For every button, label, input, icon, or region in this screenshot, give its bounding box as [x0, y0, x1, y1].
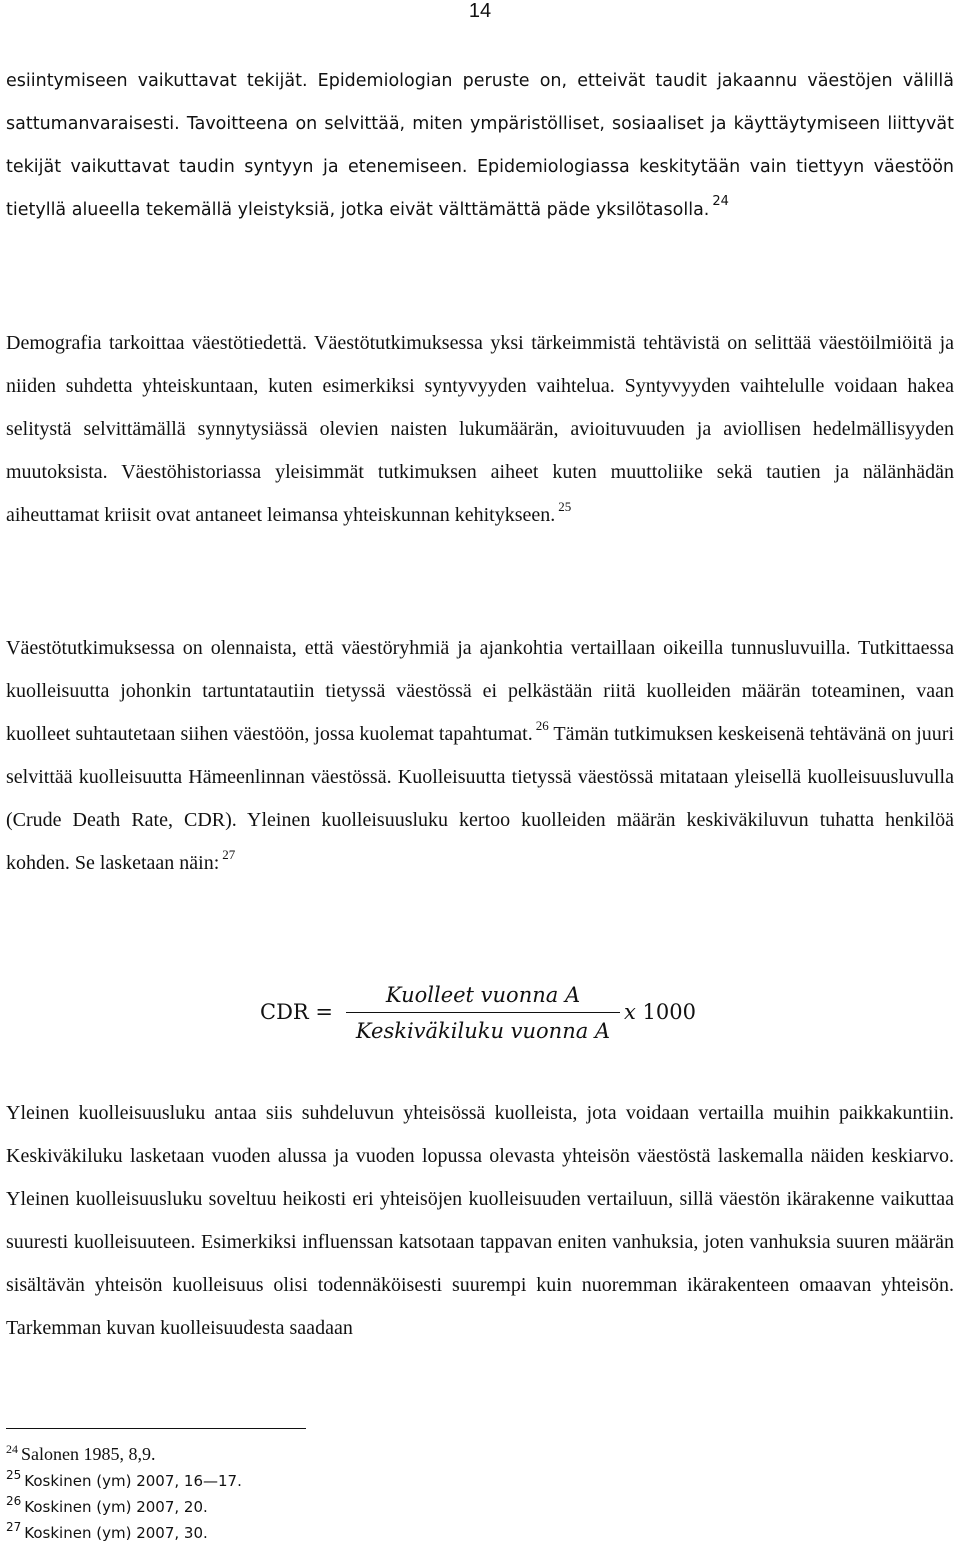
footnote-number: 24 [6, 1442, 18, 1456]
paragraph-text: Tämän tutkimuksen keskeisenä tehtävänä on juuri selvittää kuolleisuutta Hämeenlinnan väestössä. Kuolleisuutta tietyssä väestössä mitataan yleisellä kuolleisuusluvulla (Crude Death Rate, CDR). Yleinen kuolleisuusluku kertoo kuolleiden määrän keskiväkiluvun tuhatta henkilöä kohden. Se lasketaan näin: [6, 723, 954, 874]
paragraph-crude-death-rate [6, 1092, 954, 1350]
paragraph-text: esiintymiseen vaikuttavat tekijät. Epidemiologian peruste on, etteivät taudit jakaannu väestöjen välillä sattumanvaraisesti. Tavoitteena on selvittää, miten ympäristölliset, sosiaaliset ja käyttäytymiseen liittyvät tekijät vaikuttavat taudin syntyyn ja etenemiseen. Epidemiologiassa keskitytään vain tiettyyn väestöön tietyllä alueella tekemällä yleistyksiä, jotka eivät välttämättä päde yksilötasolla. [6, 71, 954, 220]
formula-fraction [346, 978, 620, 1047]
footnote-25 [6, 1464, 242, 1492]
footnote-number: 27 [6, 1520, 22, 1534]
footnote-ref-27[interactable]: 27 [222, 847, 236, 862]
footnote-24 [6, 1438, 156, 1465]
footnote-ref-26[interactable]: 26 [535, 718, 549, 733]
footnote-text: Koskinen (ym) 2007, 16—17. [24, 1472, 242, 1490]
paragraph-text: Demografia tarkoittaa väestötiedettä. Väestötutkimuksessa yksi tärkeimmistä tehtävistä on selittää väestöilmiöitä ja niiden suhdetta yhteiskuntaan, kuten esimerkiksi syntyvyyden vaihtelua. Syntyvyyden vaihtelulle voidaan hakea selitystä selvittämällä synnytysiässä olevien naisten lukumäärän, avioituvuuden ja aviollisen hedelmällisyyden muutoksista. Väestöhistoriassa yleisimmät tutkimuksen aiheet kuten muuttoliike sekä tautien ja nälänhädän aiheuttamat kriisit ovat antaneet leimansa yhteiskunnan kehitykseen. [6, 332, 954, 526]
formula-times: x [624, 1000, 636, 1024]
formula-rhs [624, 1000, 696, 1024]
footnote-text: Salonen 1985, 8,9. [21, 1444, 156, 1464]
footnote-number: 25 [6, 1468, 22, 1482]
footnote-27 [6, 1516, 208, 1544]
paragraph-epidemiology [6, 60, 954, 232]
footnote-text: Koskinen (ym) 2007, 20. [24, 1498, 208, 1516]
footnote-ref-25[interactable]: 25 [558, 499, 572, 514]
page-number: 14 [468, 0, 492, 22]
footnote-ref-24[interactable]: 24 [712, 194, 729, 209]
formula-numerator: Kuolleet vuonna A [385, 983, 581, 1007]
paragraph-text: Väestötutkimuksessa on olennaista, että väestöryhmiä ja ajankohtia vertaillaan oikeilla tunnusluvuilla. Tutkittaessa kuolleisuutta johonkin tartuntatautiin tietyssä väestössä ei pelkästään riitä kuolleiden määrän toteaminen, vaan kuolleet suhtautetaan siihen väestöön, jossa kuolemat tapahtumat. [6, 637, 954, 745]
formula-lhs: CDR = [260, 1000, 333, 1024]
footnote-text: Koskinen (ym) 2007, 30. [24, 1524, 208, 1542]
footnote-26 [6, 1490, 208, 1518]
paragraph-text: Yleinen kuolleisuusluku antaa siis suhdeluvun yhteisössä kuolleista, jota voidaan vertailla muihin paikkakuntiin. Keskiväkiluku lasketaan vuoden alussa ja vuoden lopussa olevasta yhteisön väestöstä laskemalla näiden keskiarvo. Yleinen kuolleisuusluku soveltuu heikosti eri yhteisöjen kuolleisuuden vertailuun, sillä väestön ikärakenne vaikuttaa suuresti kuolleisuuteen. Esimerkiksi influenssan katsotaan tappavan eniten vanhuksia, joten vanhuksia suuren määrän sisältävän yhteisön kuolleisuus olisi todennäköisesti suurempi kuin nuoremman ikärakenteen omaavan yhteisön. Tarkemman kuvan kuolleisuudesta saadaan [6, 1102, 954, 1339]
formula-multiplier: 1000 [642, 1000, 696, 1024]
cdr-formula [0, 978, 960, 1050]
footnote-number: 26 [6, 1494, 22, 1508]
footnote-divider [6, 1428, 306, 1429]
formula-denominator: Keskiväkiluku vuonna A [355, 1019, 611, 1043]
paragraph-demography [6, 322, 954, 537]
paragraph-population-research [6, 627, 954, 885]
